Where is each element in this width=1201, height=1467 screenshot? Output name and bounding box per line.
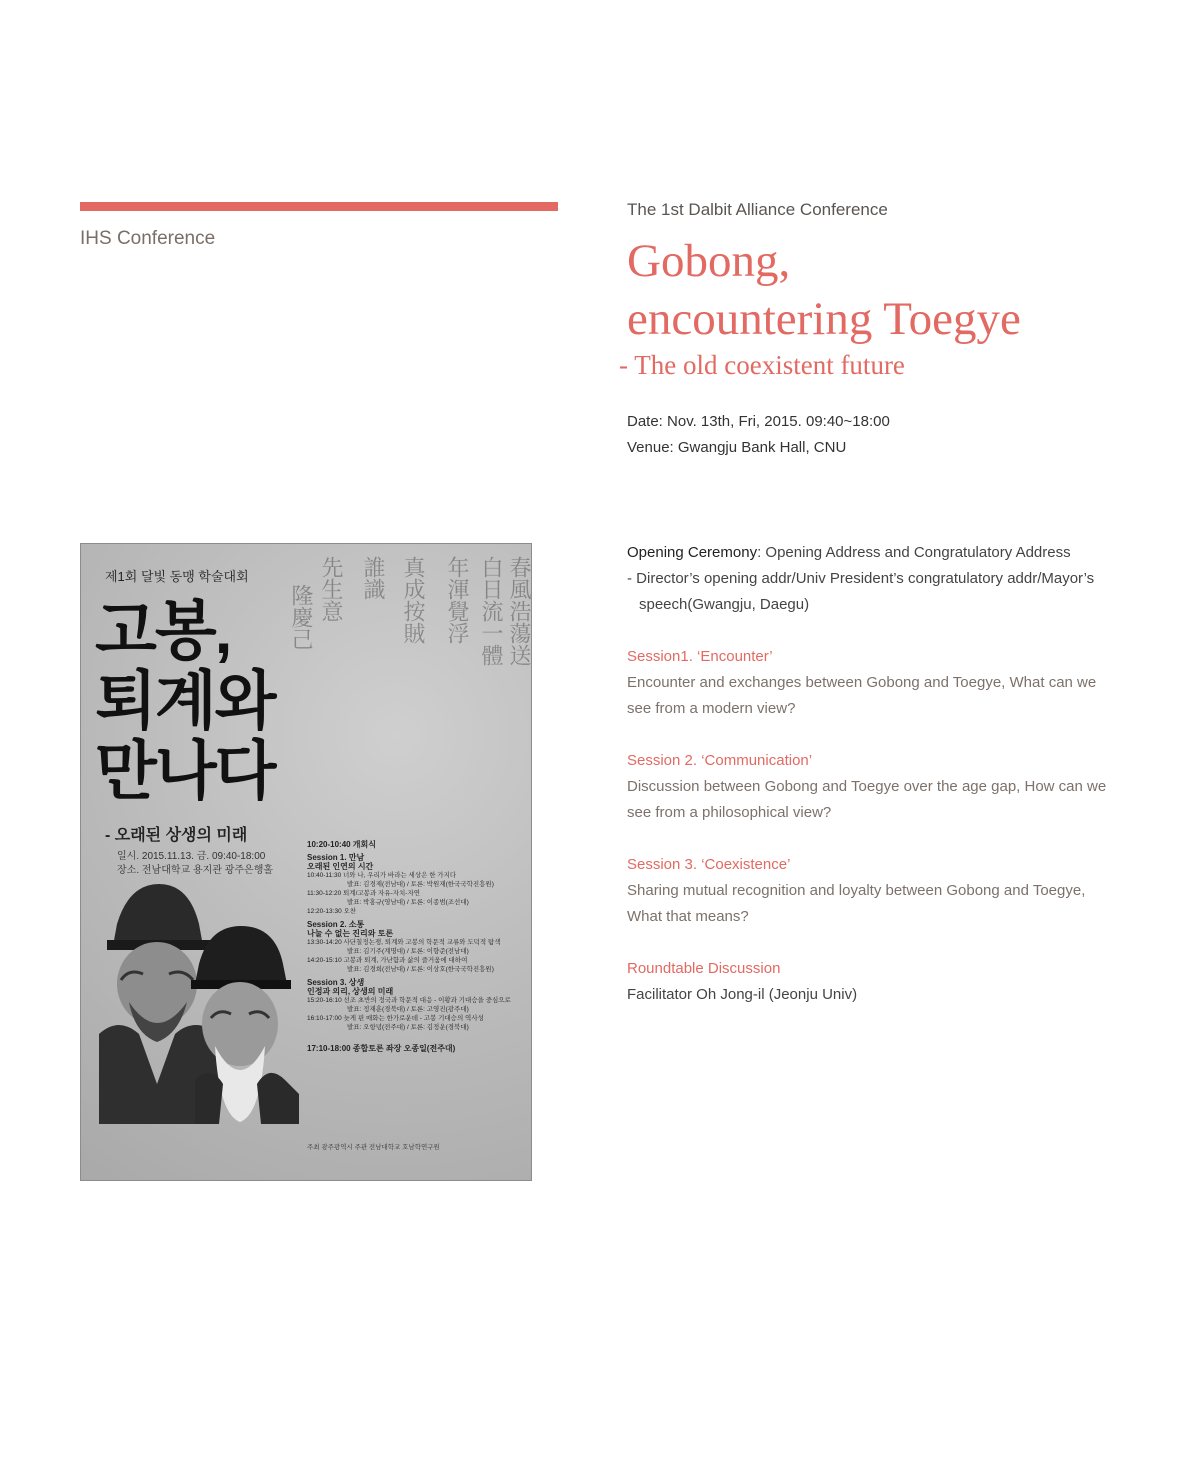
- schedule-session-1-sub: 오래된 인연의 시간: [307, 862, 374, 871]
- title-line-1: Gobong,: [627, 235, 791, 287]
- session-2-text: Discussion between Gobong and Toegye over the age gap, How can we see from a philosophical view?: [627, 778, 1107, 821]
- roundtable-text: Facilitator Oh Jong-il (Jeonju Univ): [627, 986, 858, 1003]
- poster-title-line-1: 고봉,: [95, 595, 231, 667]
- session-3-label: Session 3. ‘Coexistence’: [627, 856, 791, 873]
- schedule-item: 12:20-13:30 오찬: [307, 908, 357, 915]
- opening-detail: - Director’s opening addr/Univ President’s congratulatory addr/Mayor’s speech(Gwangju, Daegu): [627, 570, 1095, 613]
- opening-ceremony: [627, 540, 1117, 618]
- title-line-2: encountering Toegye: [627, 293, 1021, 345]
- program: [627, 540, 1117, 1034]
- schedule-item: 16:10-17:00 늦게 핀 매화는 한가로운데 - 고봉 기대승의 역사성: [307, 1015, 484, 1022]
- conference-title: [627, 232, 1127, 348]
- session-1-text: Encounter and exchanges between Gobong and Toegye, What can we see from a modern view?: [627, 674, 1097, 717]
- calligraphy-column: 先生意: [318, 556, 343, 622]
- conference-meta: [627, 409, 1127, 461]
- poster-title-line-3: 만나다: [95, 735, 275, 807]
- poster-footer: 주최 광주광역시 주관 전남대학교 호남학연구원: [307, 1144, 440, 1151]
- calligraphy-column: 白日流一體: [478, 556, 503, 666]
- calligraphy-column: 春風浩蕩送: [506, 556, 531, 666]
- session-2: [627, 748, 1117, 826]
- calligraphy-column: 年渾覺浮: [444, 556, 469, 644]
- schedule-speakers: 발표: 정재훈(경북대) / 토론: 고영진(광주대): [347, 1006, 469, 1013]
- schedule-closing: 17:10-18:00 종합토론 좌장 오종일(전주대): [307, 1044, 456, 1053]
- schedule-speakers: 발표: 김경희(전남대) / 토론: 이상호(한국국학진흥원): [347, 966, 494, 973]
- schedule-speakers: 발표: 김경제(전남대) / 토론: 박원재(한국국학진흥원): [347, 881, 494, 888]
- poster-date: 일시. 2015.11.13. 금. 09:40-18:00: [117, 851, 266, 862]
- section-label: IHS Conference: [80, 228, 216, 249]
- poster-schedule: [307, 836, 527, 1053]
- opening-text: : Opening Address and Congratulatory Address: [757, 544, 1071, 561]
- poster-subtitle: - 오래된 상생의 미래: [105, 827, 248, 844]
- schedule-item: 10:40-11:30 너와 나, 우리가 바라는 세상은 한 가지다: [307, 872, 457, 879]
- roundtable-label: Roundtable Discussion: [627, 960, 781, 977]
- schedule-speakers: 발표: 오항녕(전주대) / 토론: 김정운(경북대): [347, 1024, 469, 1031]
- conference-tagline: - The old coexistent future: [619, 350, 905, 380]
- session-3: [627, 852, 1117, 930]
- conference-venue: Venue: Gwangju Bank Hall, CNU: [627, 439, 847, 456]
- poster-title: [95, 596, 274, 806]
- calligraphy-column: 隆慶己: [288, 584, 313, 650]
- schedule-opening: 10:20-10:40 개회식: [307, 840, 376, 849]
- session-1: [627, 644, 1117, 722]
- schedule-item: 11:30-12:20 퇴계/고봉과 자유-자치-자연: [307, 890, 421, 897]
- schedule-session-2-head: Session 2. 소통: [307, 920, 365, 929]
- session-2-label: Session 2. ‘Communication’: [627, 752, 813, 769]
- poster-header: 제1회 달빛 동맹 학술대회: [105, 569, 249, 584]
- calligraphy-column: 誰識: [360, 556, 385, 600]
- schedule-session-2-sub: 나눌 수 없는 진리와 토론: [307, 929, 394, 938]
- calligraphy-column: 真成按賊: [400, 556, 425, 644]
- session-3-text: Sharing mutual recognition and loyalty between Gobong and Toegye, What that means?: [627, 882, 1086, 925]
- schedule-item: 15:20-16:10 선조 초반의 정국과 학문적 대응 - 이황과 기대승을 중심으로: [307, 997, 511, 1004]
- schedule-session-3-head: Session 3. 상생: [307, 978, 365, 987]
- session-1-label: Session1. ‘Encounter’: [627, 648, 773, 665]
- accent-bar: [80, 202, 558, 211]
- conference-header: [619, 200, 1127, 461]
- poster-title-line-2: 퇴계와: [95, 665, 275, 737]
- conference-date: Date: Nov. 13th, Fri, 2015. 09:40~18:00: [627, 413, 890, 430]
- schedule-speakers: 발표: 박홍규(영남대) / 토론: 이종범(조선대): [347, 899, 469, 906]
- conference-poster: [80, 543, 532, 1181]
- schedule-session-3-sub: 인정과 의리, 상생의 미래: [307, 987, 394, 996]
- opening-label: Opening Ceremony: [627, 544, 758, 561]
- schedule-session-1-head: Session 1. 만남: [307, 853, 365, 862]
- schedule-speakers: 발표: 김기주(계명대) / 토론: 이향준(전남대): [347, 948, 469, 955]
- scholar-portrait-right: [191, 926, 299, 1124]
- scholar-portraits-illustration: [99, 884, 299, 1124]
- poster-when: [117, 850, 273, 878]
- schedule-item: 13:30-14:20 사단칠정논쟁, 퇴계와 고봉의 학문적 교류와 도덕적 탐색: [307, 939, 501, 946]
- roundtable: [627, 956, 1117, 1008]
- conference-subtitle: The 1st Dalbit Alliance Conference: [627, 200, 888, 219]
- poster-place: 장소. 전남대학교 용지관 광주은행홀: [117, 865, 274, 876]
- schedule-item: 14:20-15:10 고봉과 퇴계, 가난함과 삶의 즐거움에 대하여: [307, 957, 468, 964]
